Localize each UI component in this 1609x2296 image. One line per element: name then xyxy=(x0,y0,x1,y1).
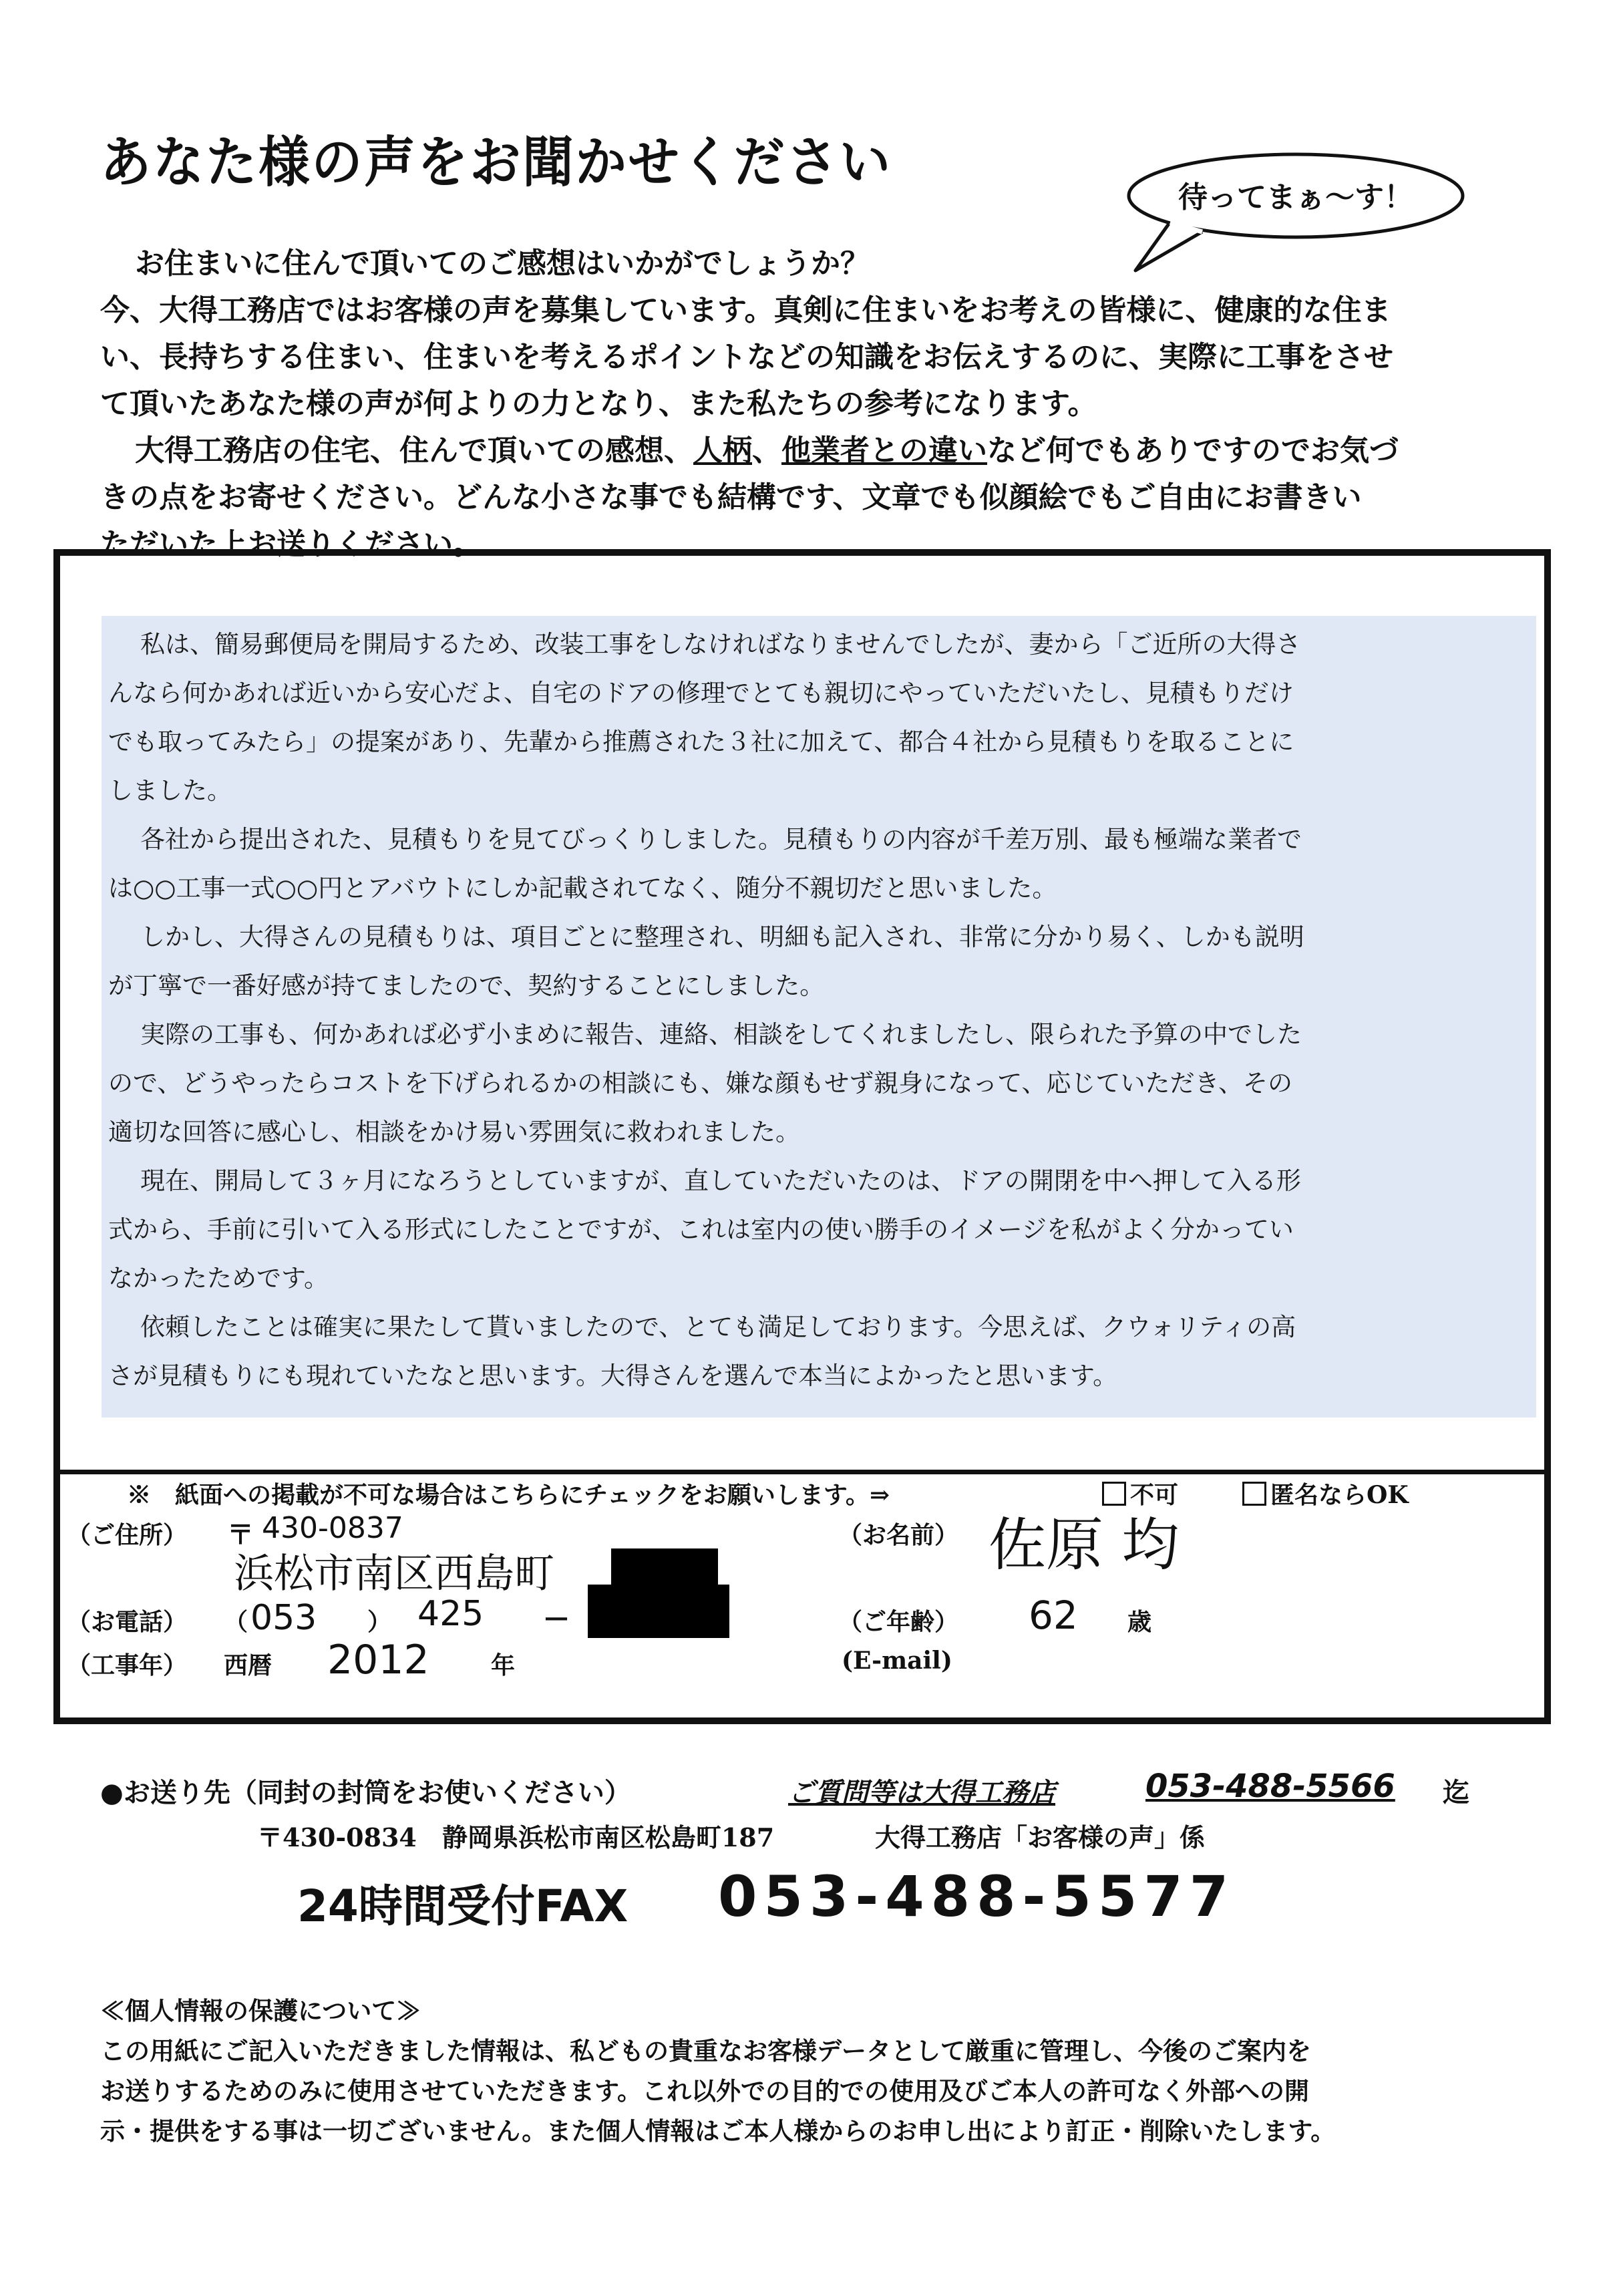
inquiry-label: ご質問等は大得工務店 xyxy=(788,1777,1055,1808)
handwritten-name-text: 佐原 均 xyxy=(989,1512,1180,1578)
letter-line: が丁寧で一番好感が持てましたので、契約することにしました。 xyxy=(108,971,825,1000)
letter-line: しかし、大得さんの見積もりは、項目ごとに整理され、明細も記入され、非常に分かり易く、しかも説明 xyxy=(140,923,1304,951)
mailing-department: 大得工務店「お客様の声」係 xyxy=(875,1822,1206,1852)
letter-line: でも取ってみたら」の提案があり、先輩から推薦された３社に加えて、都合４社から見積もりを取ることに xyxy=(108,727,1294,756)
option-anonymous[interactable] xyxy=(1242,1476,1409,1510)
bubble-text: 待ってまぁ～す！ xyxy=(1178,180,1413,214)
checkbox-icon[interactable] xyxy=(1242,1482,1266,1506)
intro-text-segment: など何でもありですのでお気づ xyxy=(987,434,1399,468)
privacy-heading: ≪個人情報の保護について≫ xyxy=(100,1996,421,2025)
handwritten-name xyxy=(989,1511,1269,1578)
letter-line: しました。 xyxy=(108,776,232,805)
publication-notice: ※ 紙面への掲載が不可な場合はこちらにチェックをお願いします。⇒ xyxy=(127,1481,890,1509)
letter-line: は○○工事一式○○円とアバウトにしか記載されてなく、随分不親切だと思いました。 xyxy=(108,874,1057,903)
customer-letter xyxy=(108,620,1531,1400)
underlined-text: 他業者との違い xyxy=(781,434,987,468)
letter-line: んなら何かあれば近いから安心だよ、自宅のドアの修理でとても親切にやっていただいたし、見積もりだけ xyxy=(108,679,1294,707)
intro-line: ただいた上お送りください。 xyxy=(100,527,482,561)
phone-mid: 425 xyxy=(417,1594,484,1634)
phone-paren: ） xyxy=(367,1608,392,1636)
name-label: （お名前） xyxy=(838,1521,959,1549)
letter-line: さが見積もりにも現れていたなと思います。大得さんを選んで本当によかったと思います。 xyxy=(108,1361,1118,1390)
letter-line: ので、どうやったらコストを下げられるかの相談にも、嫌な顔もせず親身になって、応じていただき、その xyxy=(108,1069,1293,1098)
letter-line: 私は、簡易郵便局を開局するため、改装工事をしなければなりませんでしたが、妻から「ご近所の大得さ xyxy=(140,630,1301,659)
construction-year: 2012 xyxy=(327,1637,429,1683)
phone-area: 053 xyxy=(250,1598,317,1638)
option-label: 匿名ならOK xyxy=(1270,1481,1409,1509)
letter-line: 式から、手前に引いて入る形式にしたことですが、これは室内の使い勝手のイメージを私がよく分かってい xyxy=(108,1215,1294,1244)
intro-line: お住まいに住んで頂いてのご感想はいかがでしょうか？ xyxy=(135,247,870,281)
page-title: あなた様の声をお聞かせください xyxy=(100,131,892,194)
intro-line: きの点をお寄せください。どんな小さな事でも結構です、文章でも似顔絵でもご自由にお書きい xyxy=(100,480,1362,514)
postal-code: 430-0837 xyxy=(262,1511,403,1545)
inquiry-phone: 053-488-5566 xyxy=(1145,1768,1395,1805)
inquiry-suffix: 迄 xyxy=(1443,1777,1469,1808)
handwritten-address xyxy=(234,1548,608,1598)
letter-line: 実際の工事も、何かあれば必ず小まめに報告、連絡、相談をしてくれましたし、限られた予算の中でした xyxy=(140,1020,1302,1049)
intro-text-segment: 、 xyxy=(752,434,781,468)
phone-dash: — xyxy=(544,1603,568,1631)
letter-line: なかったためです。 xyxy=(108,1264,329,1293)
privacy-line: 示・提供をする事は一切ございません。また個人情報はご本人様からのお申し出により訂正・削除いたします。 xyxy=(100,2116,1336,2146)
postal-mark: 〒 xyxy=(227,1519,254,1550)
letter-line: 適切な回答に感心し、相談をかけ易い雰囲気に救われました。 xyxy=(108,1118,800,1146)
phone-paren: （ xyxy=(224,1608,248,1636)
email-label: (E-mail) xyxy=(842,1647,952,1675)
redacted-phone xyxy=(588,1585,729,1638)
fax-number: 053-488-5577 xyxy=(718,1864,1236,1929)
mailing-address: 〒430-0834 静岡県浜松市南区松島町187 xyxy=(257,1822,775,1852)
checkbox-icon[interactable] xyxy=(1102,1482,1126,1506)
intro-text xyxy=(100,240,1496,568)
underlined-text: 人柄 xyxy=(693,434,752,468)
form-divider xyxy=(60,1470,1544,1474)
privacy-line: この用紙にご記入いただきました情報は、私どもの貴重なお客様データとして厳重に管理し、今後のご案内を xyxy=(100,2036,1311,2066)
fax-label: 24時間受付FAX xyxy=(297,1880,629,1932)
option-no-publish[interactable] xyxy=(1102,1476,1178,1510)
intro-text-segment: 大得工務店の住宅、住んで頂いての感想、 xyxy=(135,434,693,468)
intro-line: て頂いたあなた様の声が何よりの力となり、また私たちの参考になります。 xyxy=(100,387,1097,421)
send-to: ●お送り先（同封の封筒をお使いください） xyxy=(100,1777,631,1808)
intro-line: 今、大得工務店ではお客様の声を募集しています。真剣に住まいをお考えの皆様に、健康的な住ま xyxy=(100,293,1391,327)
address-label: （ご住所） xyxy=(67,1521,188,1549)
era-label: 西暦 xyxy=(224,1651,273,1679)
letter-line: 依頼したことは確実に果たして貰いましたので、とても満足しております。今思えば、クウォリティの高 xyxy=(140,1313,1296,1341)
construction-year-label: （工事年） xyxy=(67,1651,188,1679)
privacy-line: お送りするためのみに使用させていただきます。これ以外での目的での使用及びご本人の許可なく外部への開 xyxy=(100,2076,1310,2106)
intro-line xyxy=(100,428,1496,474)
year-unit: 年 xyxy=(491,1651,516,1679)
age-value: 62 xyxy=(1029,1593,1078,1638)
age-unit: 歳 xyxy=(1127,1608,1152,1636)
letter-line: 各社から提出された、見積もりを見てびっくりしました。見積もりの内容が千差万別、最も極端な業者で xyxy=(140,825,1302,854)
handwritten-address-text: 浜松市南区西島町 xyxy=(234,1550,554,1597)
age-label: （ご年齢） xyxy=(838,1608,959,1636)
letter-line: 現在、開局して３ヶ月になろうとしていますが、直していただいたのは、ドアの開閉を中へ押して入る形 xyxy=(140,1166,1301,1195)
phone-label: （お電話） xyxy=(67,1608,188,1636)
intro-line: い、長持ちする住まい、住まいを考えるポイントなどの知識をお伝えするのに、実際に工事をさせ xyxy=(100,340,1393,374)
option-label: 不可 xyxy=(1130,1481,1179,1509)
